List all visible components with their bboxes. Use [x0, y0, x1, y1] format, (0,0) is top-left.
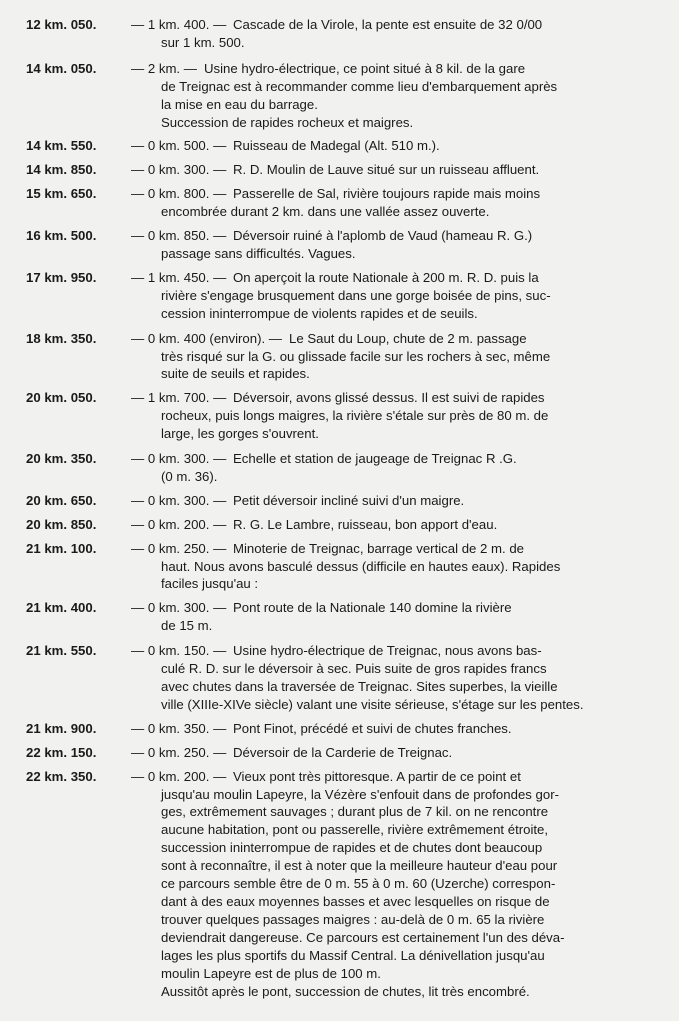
entry-kilometer: 14 km. 850. [26, 162, 97, 178]
entry-distance: — 1 km. 400. — [131, 17, 227, 32]
entry-description [161, 185, 661, 221]
log-entry [0, 516, 679, 534]
description-line: passage sans difficultés. Vagues. [161, 245, 356, 261]
description-line: de 15 m. [161, 618, 213, 634]
description-line: avec chutes dans la traversée de Treignac. Sites superbes, la vieille [161, 679, 558, 694]
description-line: faciles jusqu'au : [161, 576, 259, 592]
entry-description [161, 516, 661, 534]
entry-distance: — 1 km. 450. — [131, 269, 227, 285]
entry-kilometer: 21 km. 900. [26, 720, 97, 736]
description-line: Passerelle de Sal, rivière toujours rapide mais moins [233, 186, 541, 202]
description-line: Déversoir ruiné à l'aplomb de Vaud (hameau R. G.) [233, 228, 533, 244]
description-line: Cascade de la Virole, la pente est ensuite de 32 0/00 [233, 17, 543, 32]
description-line: Echelle et station de jaugeage de Treignac R .G. [233, 451, 517, 467]
entry-description [161, 599, 661, 635]
description-line: R. D. Moulin de Lauve situé sur un ruisseau affluent. [233, 162, 540, 178]
entry-kilometer: 21 km. 100. [26, 540, 97, 556]
description-line: ce parcours semble être de 0 m. 55 à 0 m. 60 (Uzerche) correspon- [161, 876, 556, 892]
description-line: Déversoir de la Carderie de Treignac. [233, 744, 453, 760]
entry-kilometer: 20 km. 650. [26, 492, 97, 508]
log-entry [0, 720, 679, 738]
log-entry [0, 599, 679, 635]
description-line: aucune habitation, pont ou passerelle, rivière extrêmement étroite, [161, 822, 549, 838]
log-entry [0, 16, 679, 52]
entry-distance: — 0 km. 300. — [131, 600, 227, 616]
entry-description [161, 60, 661, 132]
entry-kilometer: 22 km. 150. [26, 744, 97, 760]
entry-kilometer: 22 km. 350. [26, 768, 97, 784]
entry-kilometer: 21 km. 550. [26, 643, 97, 659]
entry-kilometer: 14 km. 050. [26, 60, 97, 76]
description-line: deviendrait dangereuse. Ce parcours est certainement l'un des déva- [161, 929, 565, 945]
description-line: culé R. D. sur le déversoir à sec. Puis suite de gros rapides francs [161, 661, 547, 677]
log-entry [0, 389, 679, 443]
entry-kilometer: 12 km. 050. [26, 17, 97, 32]
entry-distance: — 0 km. 400 (environ). — [131, 330, 282, 346]
entry-description [161, 744, 661, 762]
log-entry [0, 450, 679, 486]
description-line: ges, extrêmement sauvages ; durant plus de 7 kil. on ne rencontre [161, 804, 549, 820]
entry-distance: — 0 km. 800. — [131, 186, 227, 202]
description-line: Aussitôt après le pont, succession de chutes, lit très encombré. [161, 983, 530, 999]
description-line: suite de seuils et rapides. [161, 366, 310, 382]
description-line: rivière s'engage brusquement dans une gorge boisée de pins, suc- [161, 287, 551, 303]
entry-distance: — 1 km. 700. — [131, 390, 227, 406]
entry-kilometer: 16 km. 500. [26, 228, 97, 244]
entry-description [161, 269, 661, 323]
description-line: rocheux, puis longs maigres, la rivière s'étale sur près de 80 m. de [161, 408, 549, 424]
description-line: sur 1 km. 500. [161, 34, 245, 50]
entry-kilometer: 20 km. 050. [26, 390, 97, 406]
entry-distance: — 0 km. 250. — [131, 744, 227, 760]
entry-description [161, 720, 661, 738]
entry-distance: — 0 km. 200. — [131, 768, 227, 784]
description-line: Petit déversoir incliné suivi d'un maigre. [233, 492, 465, 508]
description-line: On aperçoit la route Nationale à 200 m. R. D. puis la [233, 269, 539, 285]
log-entry [0, 269, 679, 323]
description-line: encombrée durant 2 km. dans une vallée assez ouverte. [161, 204, 490, 220]
log-entry [0, 185, 679, 221]
description-line: succession ininterrompue de rapides et de chutes dont beaucoup [161, 840, 543, 856]
entry-description [161, 16, 661, 52]
entry-description [161, 227, 661, 263]
description-line: jusqu'au moulin Lapeyre, la Vézère s'enfouit dans de profondes gor- [161, 786, 559, 802]
entry-kilometer: 17 km. 950. [26, 269, 97, 285]
entry-description [161, 161, 661, 179]
log-entry [0, 492, 679, 510]
description-line: moulin Lapeyre est de plus de 100 m. [161, 965, 381, 981]
description-line: Pont route de la Nationale 140 domine la rivière [233, 600, 512, 616]
entry-kilometer: 20 km. 350. [26, 451, 97, 467]
log-entry [0, 60, 679, 132]
entry-kilometer: 15 km. 650. [26, 186, 97, 202]
entry-description [161, 450, 661, 486]
entry-distance: — 0 km. 300. — [131, 492, 227, 508]
description-line: de Treignac est à recommander comme lieu d'embarquement après [161, 78, 558, 94]
entry-distance: — 0 km. 300. — [131, 162, 227, 178]
entry-kilometer: 18 km. 350. [26, 330, 97, 346]
description-line: très risqué sur la G. ou glissade facile sur les rochers à sec, même [161, 348, 551, 364]
description-line: cession ininterrompue de violents rapides et de seuils. [161, 305, 478, 321]
log-entry [0, 540, 679, 594]
description-line: Vieux pont très pittoresque. A partir de ce point et [233, 768, 521, 784]
log-entry [0, 330, 679, 384]
entry-description [161, 540, 661, 594]
description-line: Déversoir, avons glissé dessus. Il est suivi de rapides [233, 390, 545, 406]
entry-distance: — 0 km. 500. — [131, 138, 227, 154]
entry-description [161, 768, 661, 1001]
log-entry [0, 744, 679, 762]
entry-distance: — 0 km. 200. — [131, 516, 227, 532]
entry-description [161, 642, 661, 714]
entry-description [161, 492, 661, 510]
entry-kilometer: 14 km. 550. [26, 138, 97, 154]
description-line: haut. Nous avons basculé dessus (difficile en hautes eaux). Rapides [161, 558, 561, 574]
log-entry [0, 137, 679, 155]
description-line: ville (XIIIe-XIVe siècle) valant une visite sérieuse, s'étage sur les pentes. [161, 696, 584, 712]
description-line: Pont Finot, précédé et suivi de chutes franches. [233, 720, 512, 736]
entry-distance: — 0 km. 350. — [131, 720, 227, 736]
description-line: Ruisseau de Madegal (Alt. 510 m.). [233, 138, 440, 154]
entry-distance: — 0 km. 250. — [131, 540, 227, 556]
log-entry [0, 768, 679, 1001]
description-line: Usine hydro-électrique, ce point situé à 8 kil. de la gare [204, 60, 526, 76]
log-entry [0, 227, 679, 263]
description-line: la mise en eau du barrage. [161, 96, 318, 112]
entry-distance: — 2 km. — [131, 60, 197, 76]
entry-description [161, 389, 661, 443]
description-line: dant à des eaux moyennes basses et avec lesquelles on risque de [161, 893, 550, 909]
description-line: sont à reconnaître, il est à noter que la meilleure hauteur d'eau pour [161, 858, 558, 874]
entry-distance: — 0 km. 150. — [131, 643, 227, 659]
entry-distance: — 0 km. 300. — [131, 451, 227, 467]
entry-distance: — 0 km. 850. — [131, 228, 227, 244]
description-line: lages les plus sportifs du Massif Central. La dénivellation jusqu'au [161, 947, 545, 963]
description-line: Minoterie de Treignac, barrage vertical de 2 m. de [233, 540, 525, 556]
log-entry [0, 642, 679, 714]
description-line: Le Saut du Loup, chute de 2 m. passage [289, 330, 527, 346]
log-entry [0, 161, 679, 179]
description-line: Usine hydro-électrique de Treignac, nous avons bas- [233, 643, 542, 659]
description-line: R. G. Le Lambre, ruisseau, bon apport d'eau. [233, 516, 498, 532]
entry-kilometer: 20 km. 850. [26, 516, 97, 532]
entry-kilometer: 21 km. 400. [26, 600, 97, 616]
description-line: Succession de rapides rocheux et maigres. [161, 114, 414, 130]
entry-description [161, 137, 661, 155]
description-line: (0 m. 36). [161, 468, 218, 484]
description-line: large, les gorges s'ouvrent. [161, 426, 319, 442]
description-line: trouver quelques passages maigres : au-delà de 0 m. 65 la rivière [161, 911, 545, 927]
